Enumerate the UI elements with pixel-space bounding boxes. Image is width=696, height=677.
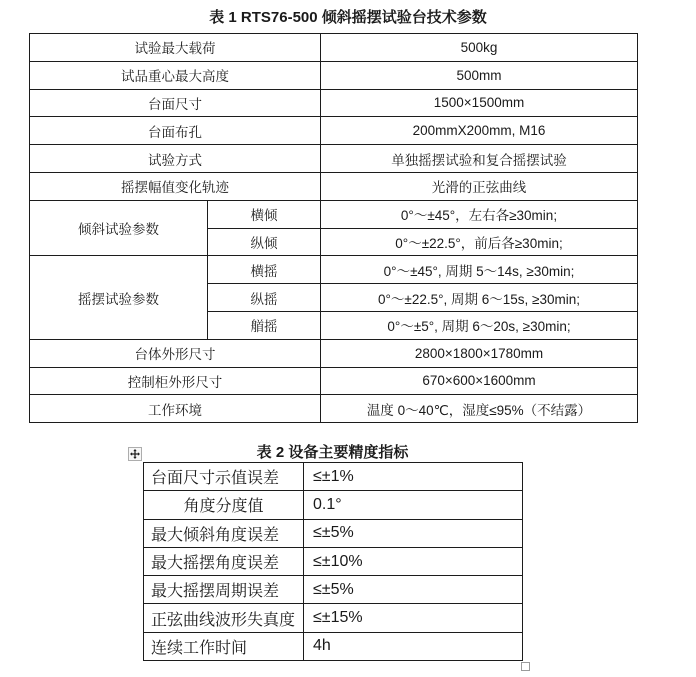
table-row — [30, 172, 638, 200]
param-label-cell: 摇摆幅值变化轨迹 — [30, 172, 321, 200]
param-value-cell: 单独摇摆试验和复合摇摆试验 — [321, 145, 638, 173]
spec-value-cell: 0.1° — [304, 491, 523, 519]
spec-value-cell: ≤±5% — [304, 519, 523, 547]
table-row — [144, 463, 523, 491]
param-value-cell: 500mm — [321, 61, 638, 89]
spec-label-cell: 最大摇摆周期误差 — [144, 576, 304, 604]
move-arrows-icon — [130, 449, 140, 459]
precision-specs-table — [143, 462, 523, 661]
param-label-cell: 台面布孔 — [30, 117, 321, 145]
table-move-handle[interactable] — [128, 447, 142, 461]
param-value-cell: 0°～±45°，左右各≥30min; — [321, 200, 638, 228]
param-label-cell: 试验最大载荷 — [30, 34, 321, 62]
param-value-cell: 670×600×1600mm — [321, 367, 638, 395]
table1-caption: 表 1 RTS76-500 倾斜摇摆试验台技术参数 — [209, 9, 487, 26]
spec-value-cell: ≤±15% — [304, 604, 523, 632]
table-row — [30, 200, 638, 228]
table-row — [30, 339, 638, 367]
spec-label-cell: 连续工作时间 — [144, 632, 304, 660]
table-row — [144, 547, 523, 575]
table-resize-handle[interactable] — [521, 662, 530, 671]
param-sub-cell: 横摇 — [208, 256, 321, 284]
param-value-cell: 1500×1500mm — [321, 89, 638, 117]
table-row — [30, 61, 638, 89]
table-row — [144, 519, 523, 547]
param-value-cell: 0°～±45°, 周期 5～14s, ≥30min; — [321, 256, 638, 284]
table-row — [30, 367, 638, 395]
param-group-cell: 摇摆试验参数 — [30, 256, 208, 339]
param-value-cell: 200mmX200mm, M16 — [321, 117, 638, 145]
table-row — [144, 604, 523, 632]
param-sub-cell: 横倾 — [208, 200, 321, 228]
table-row — [30, 256, 638, 284]
spec-value-cell: ≤±10% — [304, 547, 523, 575]
param-value-cell: 500kg — [321, 34, 638, 62]
spec-label-cell: 最大倾斜角度误差 — [144, 519, 304, 547]
param-label-cell: 工作环境 — [30, 395, 321, 423]
spec-label-cell: 角度分度值 — [144, 491, 304, 519]
param-value-cell: 光滑的正弦曲线 — [321, 172, 638, 200]
param-value-cell: 0°～±22.5°，前后各≥30min; — [321, 228, 638, 256]
param-group-cell: 倾斜试验参数 — [30, 200, 208, 256]
table-row — [30, 117, 638, 145]
spec-value-cell: 4h — [304, 632, 523, 660]
param-label-cell: 试验方式 — [30, 145, 321, 173]
param-value-cell: 0°～±5°, 周期 6～20s, ≥30min; — [321, 311, 638, 339]
param-value-cell: 2800×1800×1780mm — [321, 339, 638, 367]
table-row — [144, 632, 523, 660]
table-row — [144, 576, 523, 604]
tech-params-table — [29, 33, 638, 423]
param-sub-cell: 纵倾 — [208, 228, 321, 256]
table-row — [144, 491, 523, 519]
spec-value-cell: ≤±5% — [304, 576, 523, 604]
spec-value-cell: ≤±1% — [304, 463, 523, 491]
param-sub-cell: 纵摇 — [208, 284, 321, 312]
param-label-cell: 试品重心最大高度 — [30, 61, 321, 89]
spec-label-cell: 最大摇摆角度误差 — [144, 547, 304, 575]
param-label-cell: 控制柜外形尺寸 — [30, 367, 321, 395]
table-row — [30, 34, 638, 62]
table2-caption: 表 2 设备主要精度指标 — [256, 444, 409, 461]
table-row — [30, 145, 638, 173]
spec-label-cell: 台面尺寸示值误差 — [144, 463, 304, 491]
table-row — [30, 89, 638, 117]
param-label-cell: 台体外形尺寸 — [30, 339, 321, 367]
param-label-cell: 台面尺寸 — [30, 89, 321, 117]
table-row — [30, 395, 638, 423]
param-sub-cell: 艏摇 — [208, 311, 321, 339]
param-value-cell: 0°～±22.5°, 周期 6～15s, ≥30min; — [321, 284, 638, 312]
spec-label-cell: 正弦曲线波形失真度 — [144, 604, 304, 632]
param-value-cell: 温度 0～40℃，湿度≤95%（不结露） — [321, 395, 638, 423]
